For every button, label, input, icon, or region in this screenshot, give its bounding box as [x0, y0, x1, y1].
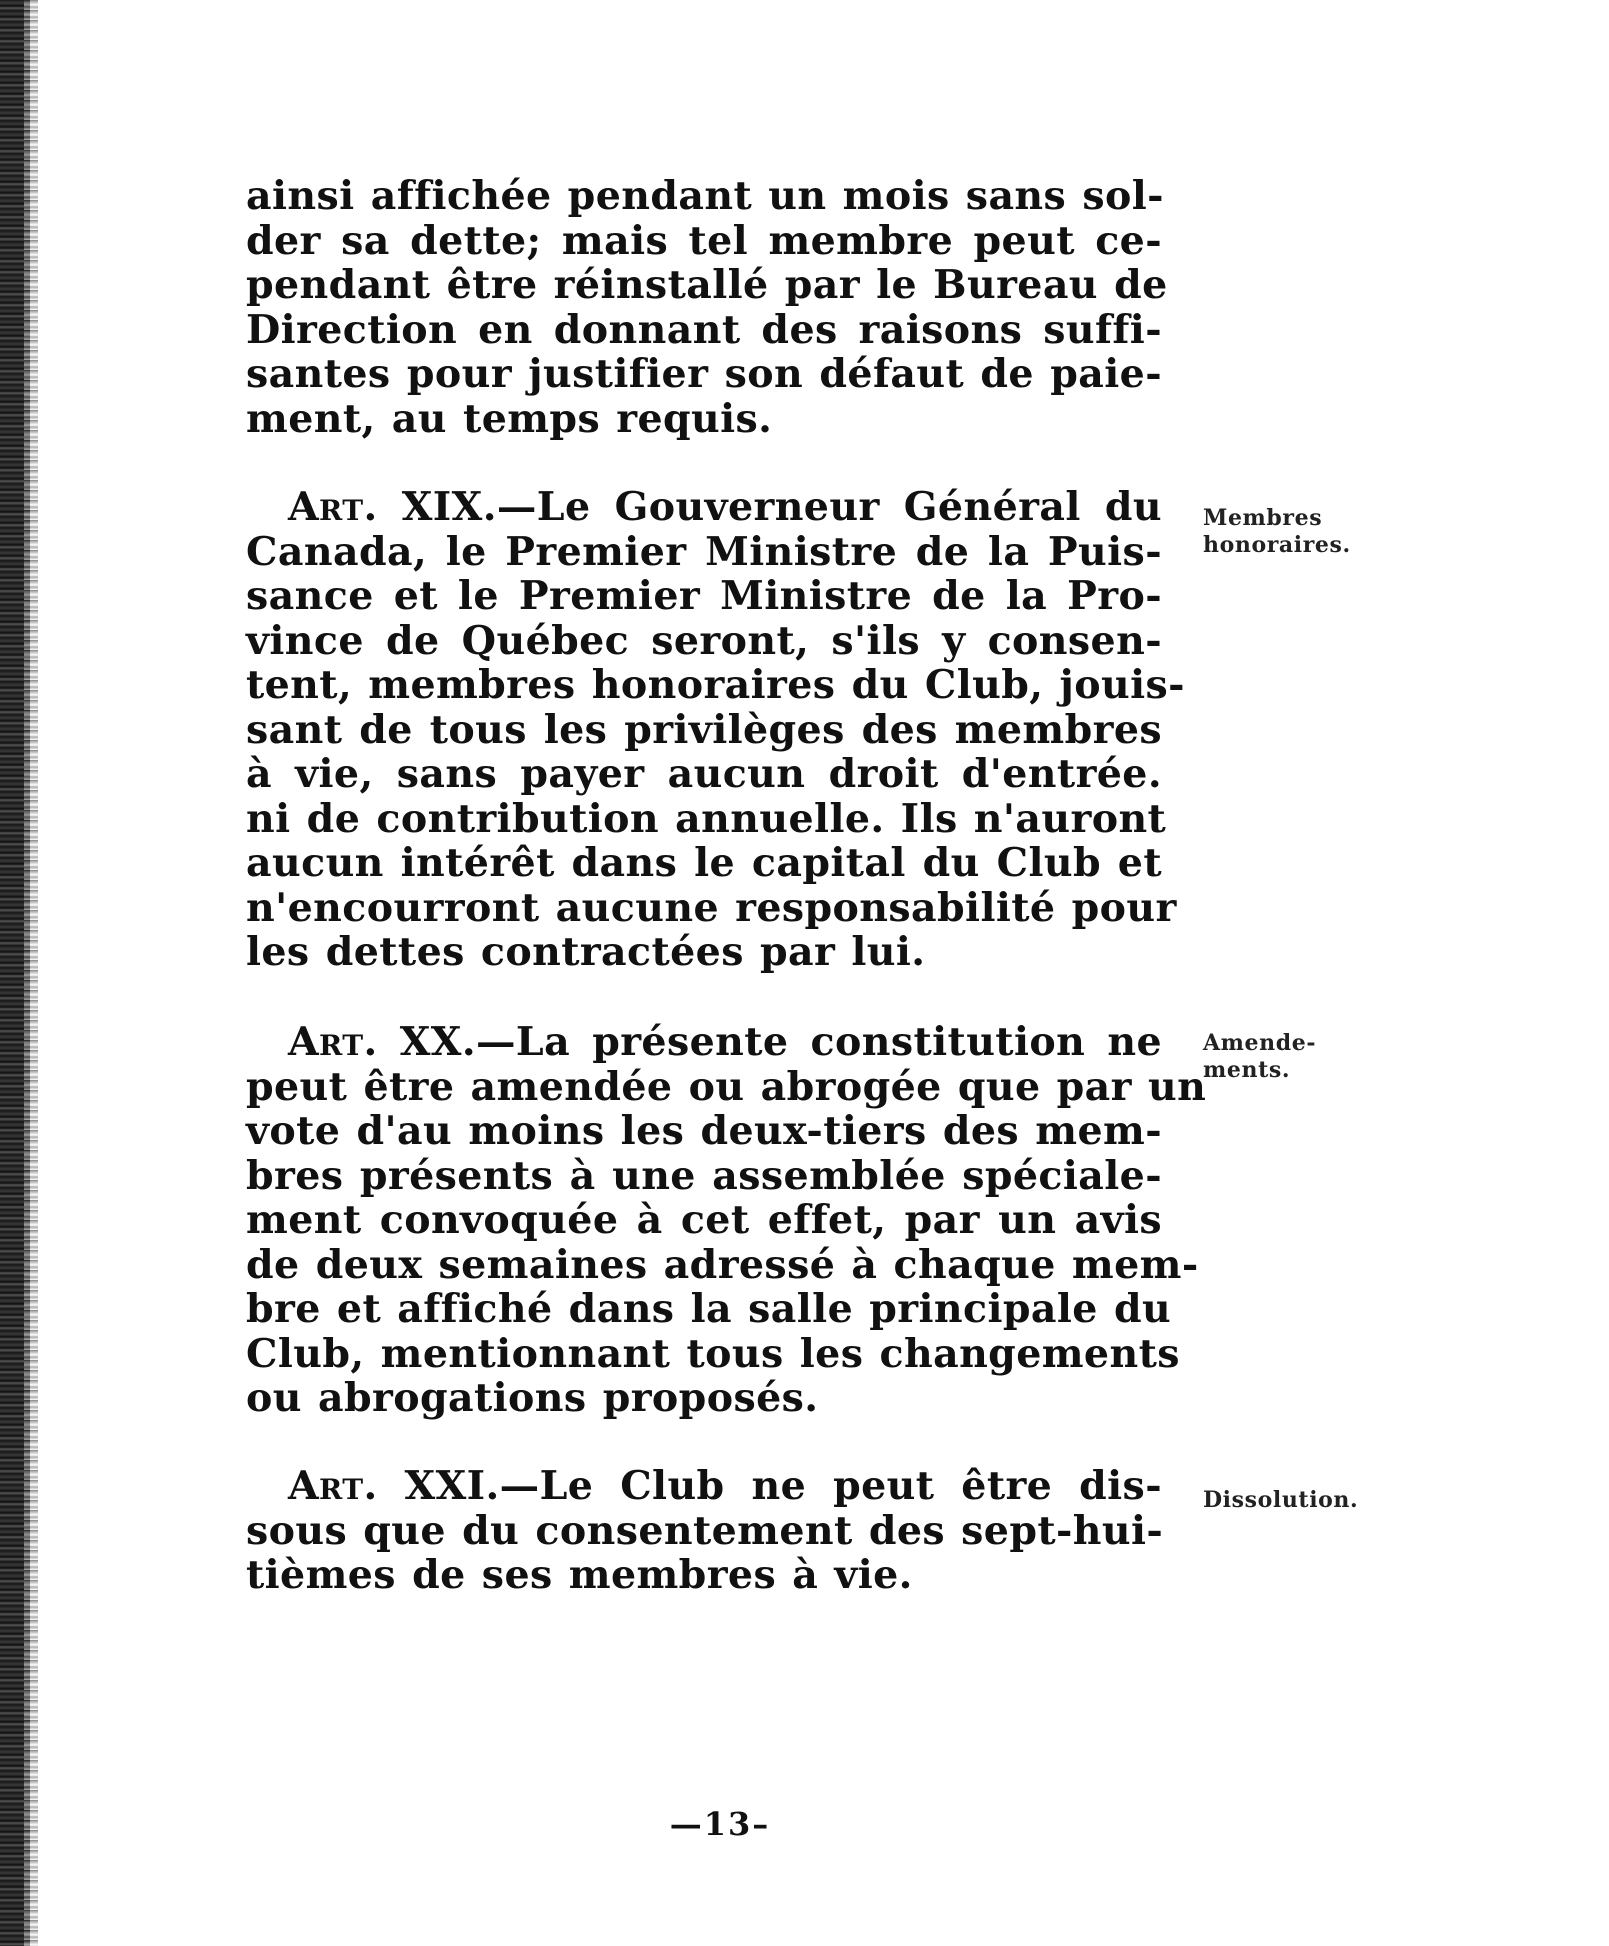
text-line: santes pour justifier son défaut de paie- [246, 351, 1162, 397]
text-line: pendant être réinstallé par le Bureau de [246, 262, 1168, 308]
article-label: Art. [288, 484, 378, 530]
margin-note-honoraires [1203, 505, 1351, 559]
margin-note-line: Membres [1203, 505, 1323, 531]
text-line: tent, membres honoraires du Club, jouis- [246, 662, 1185, 708]
text-line: vote d'au moins les deux-tiers des mem- [246, 1108, 1162, 1154]
margin-note-line: honoraires. [1203, 532, 1351, 558]
text-line: à vie, sans payer aucun droit d'entrée. [246, 751, 1162, 797]
text-line: ainsi affichée pendant un mois sans sol- [246, 173, 1164, 219]
text-line: Direction en donnant des raisons suffi- [246, 306, 1162, 353]
text-line: peut être amendée ou abrogée que par un [246, 1063, 1207, 1110]
paragraph-continuation [246, 173, 1168, 442]
text-line: der sa dette; mais tel membre peut ce- [246, 217, 1162, 264]
text-line: n'encourront aucune responsabilité pour [246, 884, 1177, 931]
article-heading-line [246, 1464, 1162, 1509]
text-line: XXI.—Le Club ne peut être dis- [404, 1463, 1162, 1509]
margin-note-dissolution [1203, 1487, 1358, 1514]
article-xx [246, 1019, 1207, 1421]
text-line: Club, mentionnant tous les changements [246, 1330, 1180, 1377]
text-line: vince de Québec seront, s'ils y consen- [246, 617, 1162, 664]
book-binding-edge [0, 0, 30, 1946]
article-heading-line [246, 485, 1162, 530]
text-line: bre et affiché dans la salle principale du [246, 1286, 1172, 1332]
text-line: bres présents à une assemblée spéciale- [246, 1152, 1162, 1199]
text-line: ment, au temps requis. [246, 395, 773, 442]
text-line: ni de contribution annuelle. Ils n'auront [246, 795, 1167, 842]
margin-note-line: ments. [1203, 1057, 1291, 1083]
article-xix [246, 484, 1185, 975]
page-number: —13– [669, 1805, 771, 1843]
text-line: sous que du consentement des sept-hui- [246, 1507, 1164, 1554]
text-line: les dettes contractées par lui. [246, 929, 926, 975]
article-label: Art. [288, 1463, 378, 1509]
article-heading-line [246, 1020, 1162, 1065]
text-line: de deux semaines adressé à chaque mem- [246, 1241, 1199, 1288]
text-line: Canada, le Premier Ministre de la Puis- [246, 528, 1162, 575]
text-line: tièmes de ses membres à vie. [246, 1552, 913, 1598]
margin-note-line: Dissolution. [1203, 1487, 1359, 1513]
text-line: sance et le Premier Ministre de la Pro- [246, 573, 1162, 619]
text-line: sant de tous les privilèges des membres [246, 706, 1162, 753]
text-line: ment convoquée à cet effet, par un avis [246, 1197, 1162, 1243]
text-line: XX.—La présente constitution ne [399, 1019, 1162, 1065]
text-line: XIX.—Le Gouverneur Général du [401, 484, 1162, 530]
text-line: aucun intérêt dans le capital du Club et [246, 840, 1162, 886]
margin-note-line: Amende- [1203, 1030, 1317, 1056]
text-line: ou abrogations proposés. [246, 1375, 819, 1421]
article-xxi [246, 1464, 1162, 1598]
margin-note-amendements [1203, 1030, 1316, 1084]
article-label: Art. [288, 1019, 378, 1065]
